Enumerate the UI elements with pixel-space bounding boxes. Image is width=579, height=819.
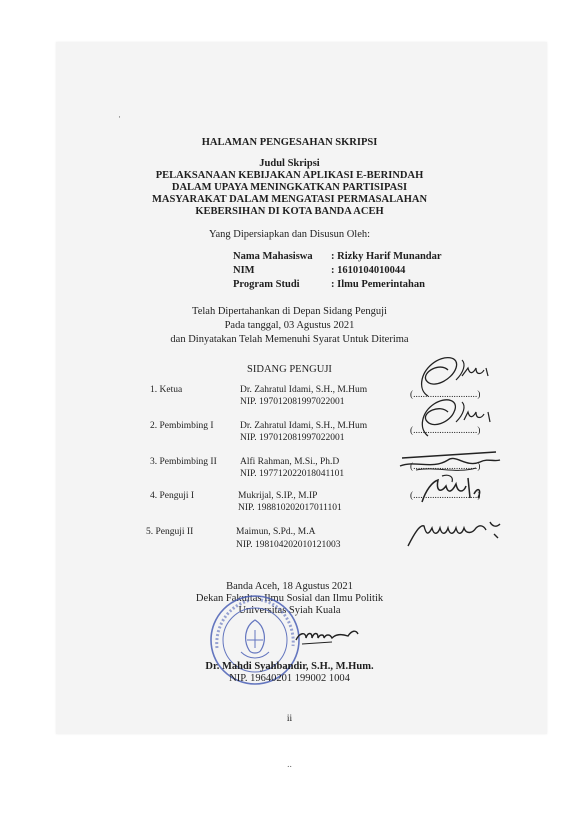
thesis-title-line-3: MASYARAKAT DALAM MENGATASI PERMASALAHAN xyxy=(151,194,428,205)
university-name: Universitas Syiah Kuala xyxy=(238,605,341,616)
signature-examiner-5 xyxy=(404,512,504,552)
committee-heading: SIDANG PENGUJI xyxy=(247,364,332,375)
student-name-value: : Rizky Harif Munandar xyxy=(331,251,442,262)
prepared-by: Yang Dipersiapkan dan Disusun Oleh: xyxy=(208,229,371,240)
student-nim-label: NIM xyxy=(233,265,255,276)
signature-examiner-2 xyxy=(410,392,500,442)
examiner-3-name: Alfi Rahman, M.Si., Ph.D xyxy=(240,457,340,467)
city-date: Banda Aceh, 18 Agustus 2021 xyxy=(226,581,353,592)
signature-dean xyxy=(292,620,362,648)
examiner-3-role: 3. Pembimbing II xyxy=(150,457,217,467)
defense-line-2: Pada tanggal, 03 Agustus 2021 xyxy=(224,320,355,331)
student-nim-value: : 1610104010044 xyxy=(331,265,406,276)
examiner-5-nip: NIP. 198104202010121003 xyxy=(236,540,341,550)
examiner-1-nip: NIP. 197012081997022001 xyxy=(240,397,345,407)
thesis-title-line-1: PELAKSANAAN KEBIJAKAN APLIKASI E-BERINDAH xyxy=(155,170,424,181)
defense-line-3: dan Dinyatakan Telah Memenuhi Syarat Untuk Diterima xyxy=(170,334,409,345)
examiner-4-name: Mukrijal, S.IP., M.IP xyxy=(238,491,318,501)
student-prodi-label: Program Studi xyxy=(233,279,300,290)
student-prodi-value: : Ilmu Pemerintahan xyxy=(331,279,425,290)
examiner-4-role: 4. Penguji I xyxy=(150,491,195,501)
dean-name: Dr. Mahdi Syahbandir, S.H., M.Hum. xyxy=(205,661,374,672)
title-label: Judul Skripsi xyxy=(259,158,320,169)
dean-title: Dekan Fakultas Ilmu Sosial dan Ilmu Politik xyxy=(195,593,384,604)
examiner-1-signature-line: (...........................) xyxy=(410,390,481,400)
examiner-3-nip: NIP. 197712022018041101 xyxy=(240,469,345,479)
examiner-1-role: 1. Ketua xyxy=(150,385,183,395)
examiner-1-name: Dr. Zahratul Idami, S.H., M.Hum xyxy=(240,385,368,395)
examiner-3-signature-line: (...........................) xyxy=(410,462,481,472)
student-name-label: Nama Mahasiswa xyxy=(233,251,313,262)
signature-examiner-4 xyxy=(412,472,492,508)
page-number: ii xyxy=(286,714,293,724)
thesis-title-line-2: DALAM UPAYA MENINGKATKAN PARTISIPASI xyxy=(171,182,408,193)
scan-speck: · xyxy=(118,112,121,122)
examiner-2-name: Dr. Zahratul Idami, S.H., M.Hum xyxy=(240,421,368,431)
dean-nip: NIP. 19640201 199002 1004 xyxy=(229,673,350,684)
thesis-title-line-4: KEBERSIHAN DI KOTA BANDA ACEH xyxy=(195,206,384,217)
page-heading: HALAMAN PENGESAHAN SKRIPSI xyxy=(201,137,378,148)
examiner-4-signature-line: (...........................) xyxy=(410,491,481,501)
examiner-2-role: 2. Pembimbing I xyxy=(150,421,214,431)
examiner-5-name: Maimun, S.Pd., M.A xyxy=(236,527,316,537)
footer-mark: .. xyxy=(287,760,292,770)
examiner-5-role: 5. Penguji II xyxy=(146,527,194,537)
examiner-2-nip: NIP. 197012081997022001 xyxy=(240,433,345,443)
examiner-2-signature-line: (...........................) xyxy=(410,426,481,436)
examiner-4-nip: NIP. 198810202017011101 xyxy=(238,503,342,513)
defense-line-1: Telah Dipertahankan di Depan Sidang Penguji xyxy=(192,306,387,317)
